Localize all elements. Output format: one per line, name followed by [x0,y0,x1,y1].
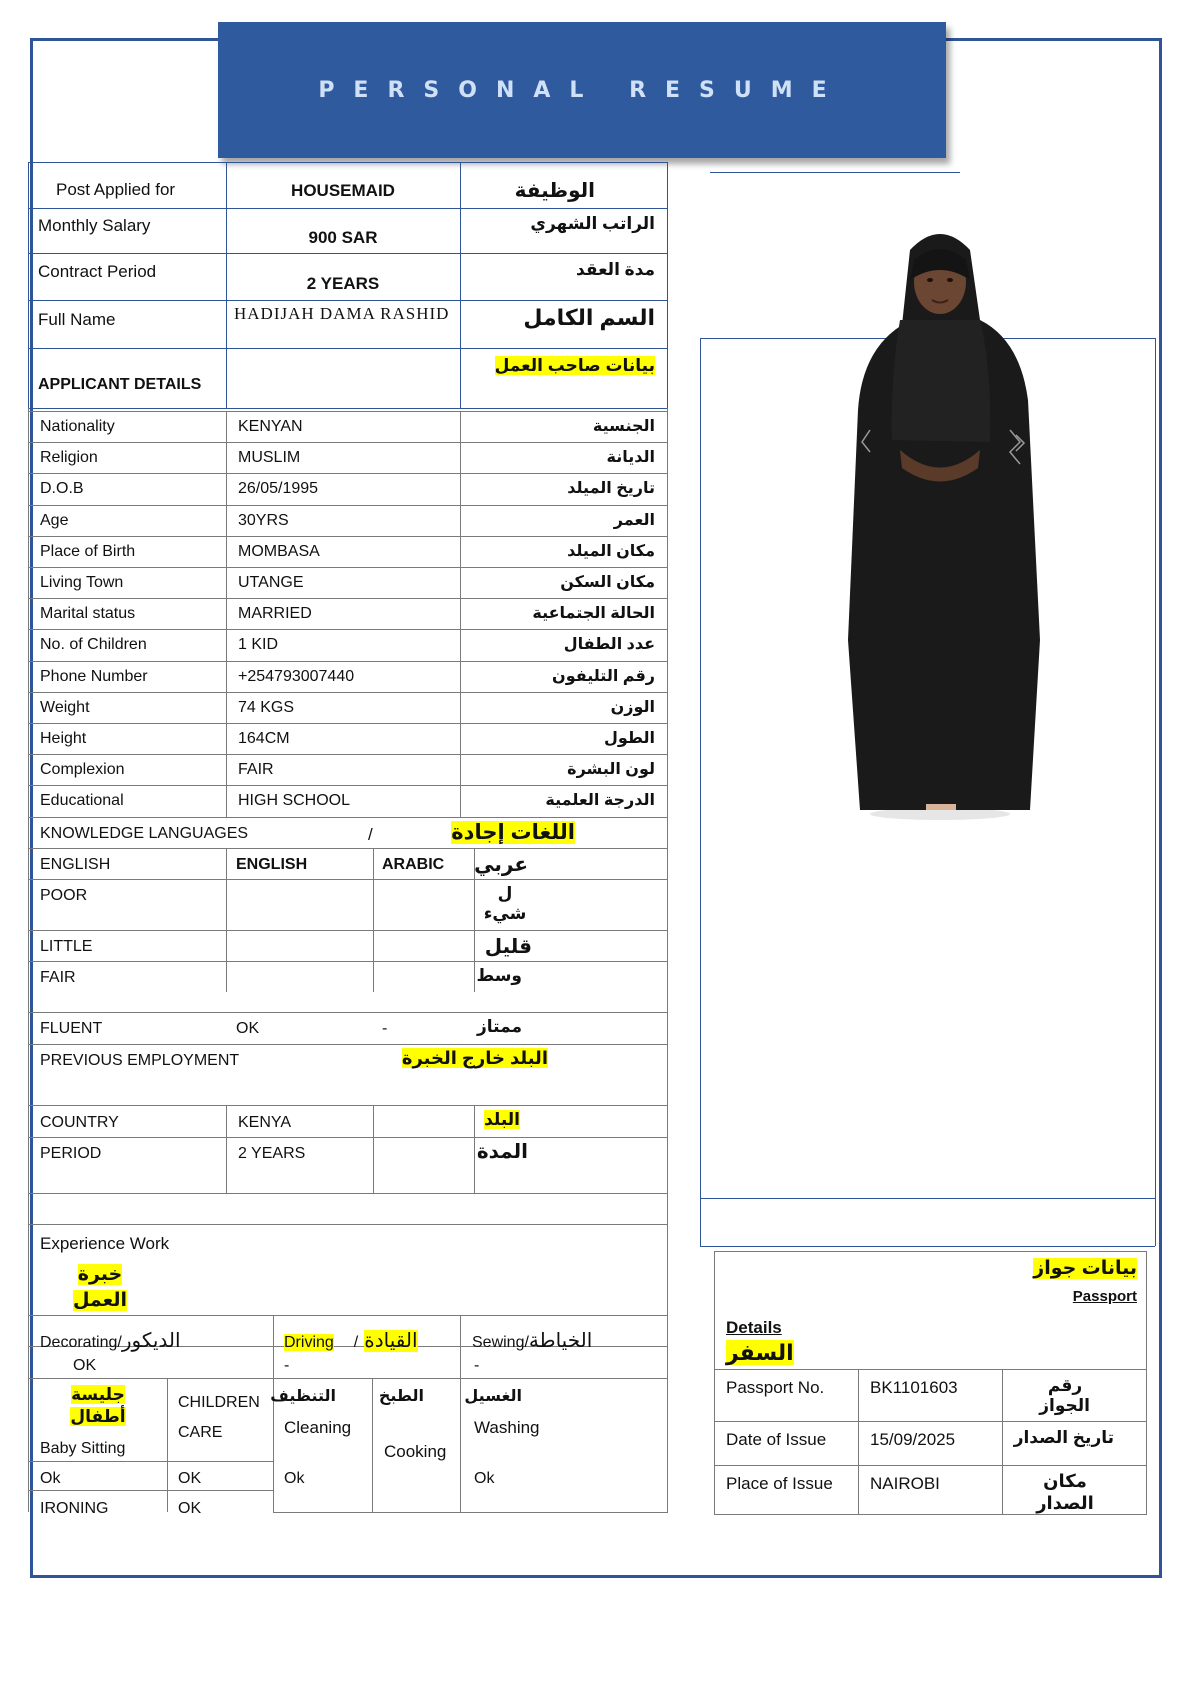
applicant-label: APPLICANT DETAILS [38,376,202,393]
lang-header-1: ENGLISH [40,856,111,873]
skill-children-value: OK [178,1470,202,1487]
page-title: PERSONAL RESUME [318,77,846,103]
skill-sewing-value: - [474,1357,480,1374]
issue-place-label: Place of Issue [726,1474,833,1493]
issue-date-label: Date of Issue [726,1430,827,1449]
contract-value: 2 YEARS [306,274,380,293]
skill-sewing: Sewing/الخياطة [472,1330,593,1352]
contract-label: Contract Period [38,262,157,281]
detail-label: Weight [40,699,90,716]
detail-ar: مكان الميلد [567,543,655,560]
skill-ironing-value: OK [178,1500,202,1517]
lang-level-poor: POOR [40,887,88,904]
detail-label: Marital status [40,605,136,622]
fullname-label: Full Name [38,310,116,329]
fullname-ar: السم الكامل [523,305,655,330]
detail-value: HIGH SCHOOL [238,792,351,809]
post-value: HOUSEMAID [291,181,395,200]
employment-ar: البلد خارج الخبرة [401,1048,548,1068]
detail-ar: لون البشرة [567,761,655,778]
title-banner [218,22,946,158]
skill-children-en: CHILDREN CARE [178,1394,260,1441]
detail-ar: الجنسية [592,418,655,435]
detail-value: MUSLIM [238,449,301,466]
detail-label: Living Town [40,574,124,591]
detail-label: Place of Birth [40,543,136,560]
lang-level-little: LITTLE [40,938,93,955]
post-label: Post Applied for [56,180,176,199]
languages-ar: اللغات إجادة [451,821,575,844]
issue-place-ar: مكان الصدار [1036,1471,1094,1513]
skill-cleaning-ar: التنظيف [270,1388,336,1405]
skill-driving: Driving / القيادة [284,1330,418,1352]
experience-label: Experience Work [40,1234,170,1253]
detail-ar: رقم التليفون [552,668,655,685]
detail-ar: الطول [604,730,655,747]
issue-place-value: NAIROBI [870,1474,940,1493]
detail-ar: عدد الطفال [563,636,655,653]
detail-value: 26/05/1995 [238,480,319,497]
detail-value: 74 KGS [238,699,295,716]
lang-en-fluent: OK [236,1020,260,1037]
period-label: PERIOD [40,1145,102,1162]
country-label: COUNTRY [40,1114,119,1131]
skill-washing-en: Washing [474,1418,540,1437]
detail-ar: الدرجة العلمية [545,792,655,809]
detail-value: KENYAN [238,418,303,435]
skill-decorating-value: OK [73,1357,97,1374]
detail-value: 1 KID [238,636,279,653]
employment-label: PREVIOUS EMPLOYMENT [40,1052,240,1069]
languages-label: KNOWLEDGE LANGUAGES [40,825,249,842]
passport-title-ar: بيانات جواز [1033,1258,1137,1279]
detail-ar: مكان السكن [560,574,655,591]
skill-cleaning-value: Ok [284,1470,305,1487]
detail-value: 30YRS [238,512,289,529]
lang-header-2: ENGLISH [236,856,308,873]
period-ar: المدة [476,1141,528,1163]
detail-ar: العمر [613,512,655,529]
detail-ar: الوزن [610,699,655,716]
lang-ar-value-fluent: - [382,1020,388,1037]
salary-ar: الراتب الشهري [530,214,655,233]
skill-baby-en: Baby Sitting [40,1440,126,1457]
skill-washing-ar: الغسيل [464,1388,522,1405]
issue-date-value: 15/09/2025 [870,1430,956,1449]
lang-header-3: ARABIC [382,856,445,873]
detail-label: Complexion [40,761,125,778]
country-ar: البلد [484,1110,520,1129]
detail-label: Phone Number [40,668,148,685]
detail-value: FAIR [238,761,274,778]
detail-label: Age [40,512,69,529]
detail-value: MARRIED [238,605,312,622]
detail-label: Nationality [40,418,115,435]
fullname-value: HADIJAH DAMA RASHID [234,304,450,323]
detail-label: Educational [40,792,124,809]
post-ar: الوظيفة [514,180,595,202]
passport-no-ar: رقم الجواز [1039,1376,1090,1415]
skill-ironing-en: IRONING [40,1500,109,1517]
passport-details: Details [726,1318,782,1337]
applicant-ar: بيانات صاحب العمل [494,356,655,375]
detail-ar: الحالة الجتماعية [532,605,655,622]
skill-cooking-ar: الطبخ [378,1388,424,1405]
skill-decorating: Decorating/الديكور [40,1330,181,1352]
detail-label: Height [40,730,87,747]
detail-value: UTANGE [238,574,304,591]
issue-date-ar: تاريخ الصدار [1013,1428,1114,1447]
lang-ar-fair: وسط [476,966,522,985]
detail-label: No. of Children [40,636,147,653]
period-value: 2 YEARS [238,1145,306,1162]
detail-value: MOMBASA [238,543,320,560]
detail-label: D.O.B [40,480,84,497]
detail-value: 164CM [238,730,290,747]
lang-header-4: عربي [474,854,528,876]
lang-ar-poor: ل شيء [483,884,527,923]
applicant-photo [830,220,1050,820]
salary-value: 900 SAR [308,228,378,247]
experience-ar: خبرة العمل [72,1264,128,1311]
lang-ar-fluent: ممتاز [476,1017,522,1036]
detail-label: Religion [40,449,98,466]
lang-ar-little: قليل [484,936,532,958]
detail-value: +254793007440 [238,668,355,685]
passport-travel-ar: السفر [726,1340,794,1365]
languages-slash: / [368,825,373,844]
skill-washing-value: Ok [474,1470,495,1487]
lang-level-fluent: FLUENT [40,1020,103,1037]
skill-driving-value: - [284,1357,290,1374]
country-value: KENYA [238,1114,292,1131]
contract-ar: مدة العقد [576,260,655,279]
detail-ar: تاريخ الميلد [567,480,655,497]
salary-label: Monthly Salary [38,216,151,235]
passport-no-value: BK1101603 [870,1378,958,1397]
lang-level-fair: FAIR [40,969,76,986]
skill-baby-ar: جليسة أطفال [70,1385,126,1426]
detail-ar: الديانة [606,449,655,466]
passport-no-label: Passport No. [726,1378,825,1397]
skill-cleaning-en: Cleaning [284,1418,352,1437]
skill-cooking-en: Cooking [384,1442,447,1461]
passport-title-en: Passport [1072,1288,1137,1305]
skill-baby-value: Ok [40,1470,61,1487]
